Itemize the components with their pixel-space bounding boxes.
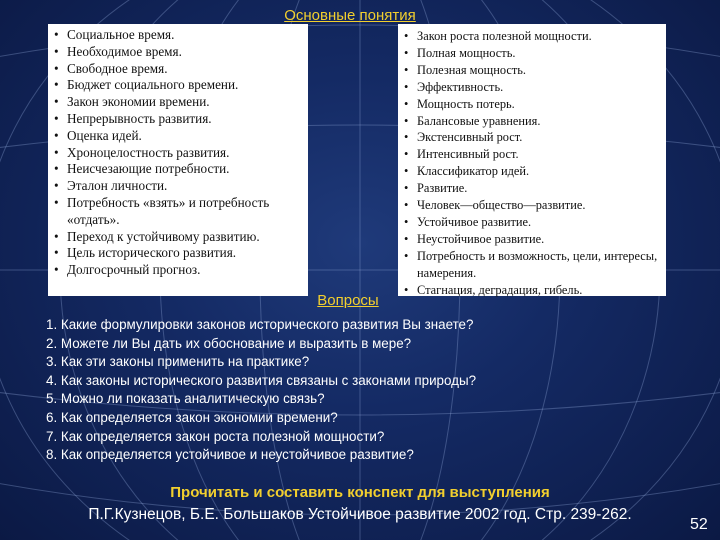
right-term-item: • Эффективность.	[404, 79, 660, 96]
right-terms-panel	[398, 24, 666, 296]
right-term-item: • Стагнация, деградация, гибель.	[404, 282, 660, 299]
right-term-item: • Человек—общество—развитие.	[404, 197, 660, 214]
question-item: 1. Какие формулировки законов исторического развития Вы знаете?	[46, 317, 474, 332]
right-term-item: • Полезная мощность.	[404, 62, 660, 79]
question-item: 7. Как определяется закон роста полезной мощности?	[46, 428, 385, 444]
question-item: 6. Как определяется закон экономии времени?	[46, 409, 338, 425]
question-item: 5. Можно ли показать аналитическую связь?	[46, 391, 325, 407]
left-term-item: • Неисчезающие потребности.	[54, 161, 302, 178]
right-term-item: • Неустойчивое развитие.	[404, 231, 660, 248]
question-item: 2. Можете ли Вы дать их обоснование и выразить в мере?	[46, 335, 412, 351]
reference-citation: П.Г.Кузнецов, Б.Е. Большаков Устойчивое развитие 2002 год. Стр. 239-262.	[88, 506, 632, 523]
right-term-item: • Закон роста полезной мощности.	[404, 28, 660, 45]
right-term-item: • Устойчивое развитие.	[404, 214, 660, 231]
left-term-item: • Хроноцелостность развития.	[54, 145, 302, 162]
assignment-text: Прочитать и составить конспект для выступления	[170, 484, 550, 501]
question-item: 8. Как определяется устойчивое и неустойчивое развитие?	[46, 447, 414, 463]
left-term-item: • Бюджет социального времени.	[54, 77, 302, 94]
left-term-item: • Эталон личности.	[54, 178, 302, 195]
question-item: 4. Как законы исторического развития связаны с законами природы?	[46, 372, 477, 388]
right-term-item: • Интенсивный рост.	[404, 146, 660, 163]
left-term-item: • Переход к устойчивому развитию.	[54, 229, 302, 246]
left-term-item: • Закон экономии времени.	[54, 94, 302, 111]
right-term-item: • Классификатор идей.	[404, 163, 660, 180]
right-terms-list	[404, 28, 660, 299]
right-term-item: • Экстенсивный рост.	[404, 129, 660, 146]
left-term-item: • Цель исторического развития.	[54, 245, 302, 262]
questions-title: Вопросы	[317, 292, 379, 309]
left-term-item: • Потребность «взять» и потребность «отдать».	[54, 195, 302, 229]
left-term-item: • Долгосрочный прогноз.	[54, 262, 302, 279]
question-item: 3. Как эти законы применить на практике?	[46, 354, 310, 370]
right-term-item: • Потребность и возможность, цели, интересы, намерения.	[404, 248, 660, 282]
left-terms-panel	[48, 24, 308, 296]
right-term-item: • Полная мощность.	[404, 45, 660, 62]
questions-list	[46, 316, 686, 465]
right-term-item: • Балансовые уравнения.	[404, 113, 660, 130]
page-title: Основные понятия	[284, 7, 416, 24]
left-terms-list	[54, 27, 302, 279]
left-term-item: • Свободное время.	[54, 61, 302, 78]
left-term-item: • Необходимое время.	[54, 44, 302, 61]
right-term-item: • Развитие.	[404, 180, 660, 197]
left-term-item: • Социальное время.	[54, 27, 302, 44]
page-number: 52	[690, 516, 708, 533]
left-term-item: • Непрерывность развития.	[54, 111, 302, 128]
right-term-item: • Мощность потерь.	[404, 96, 660, 113]
left-term-item: • Оценка идей.	[54, 128, 302, 145]
